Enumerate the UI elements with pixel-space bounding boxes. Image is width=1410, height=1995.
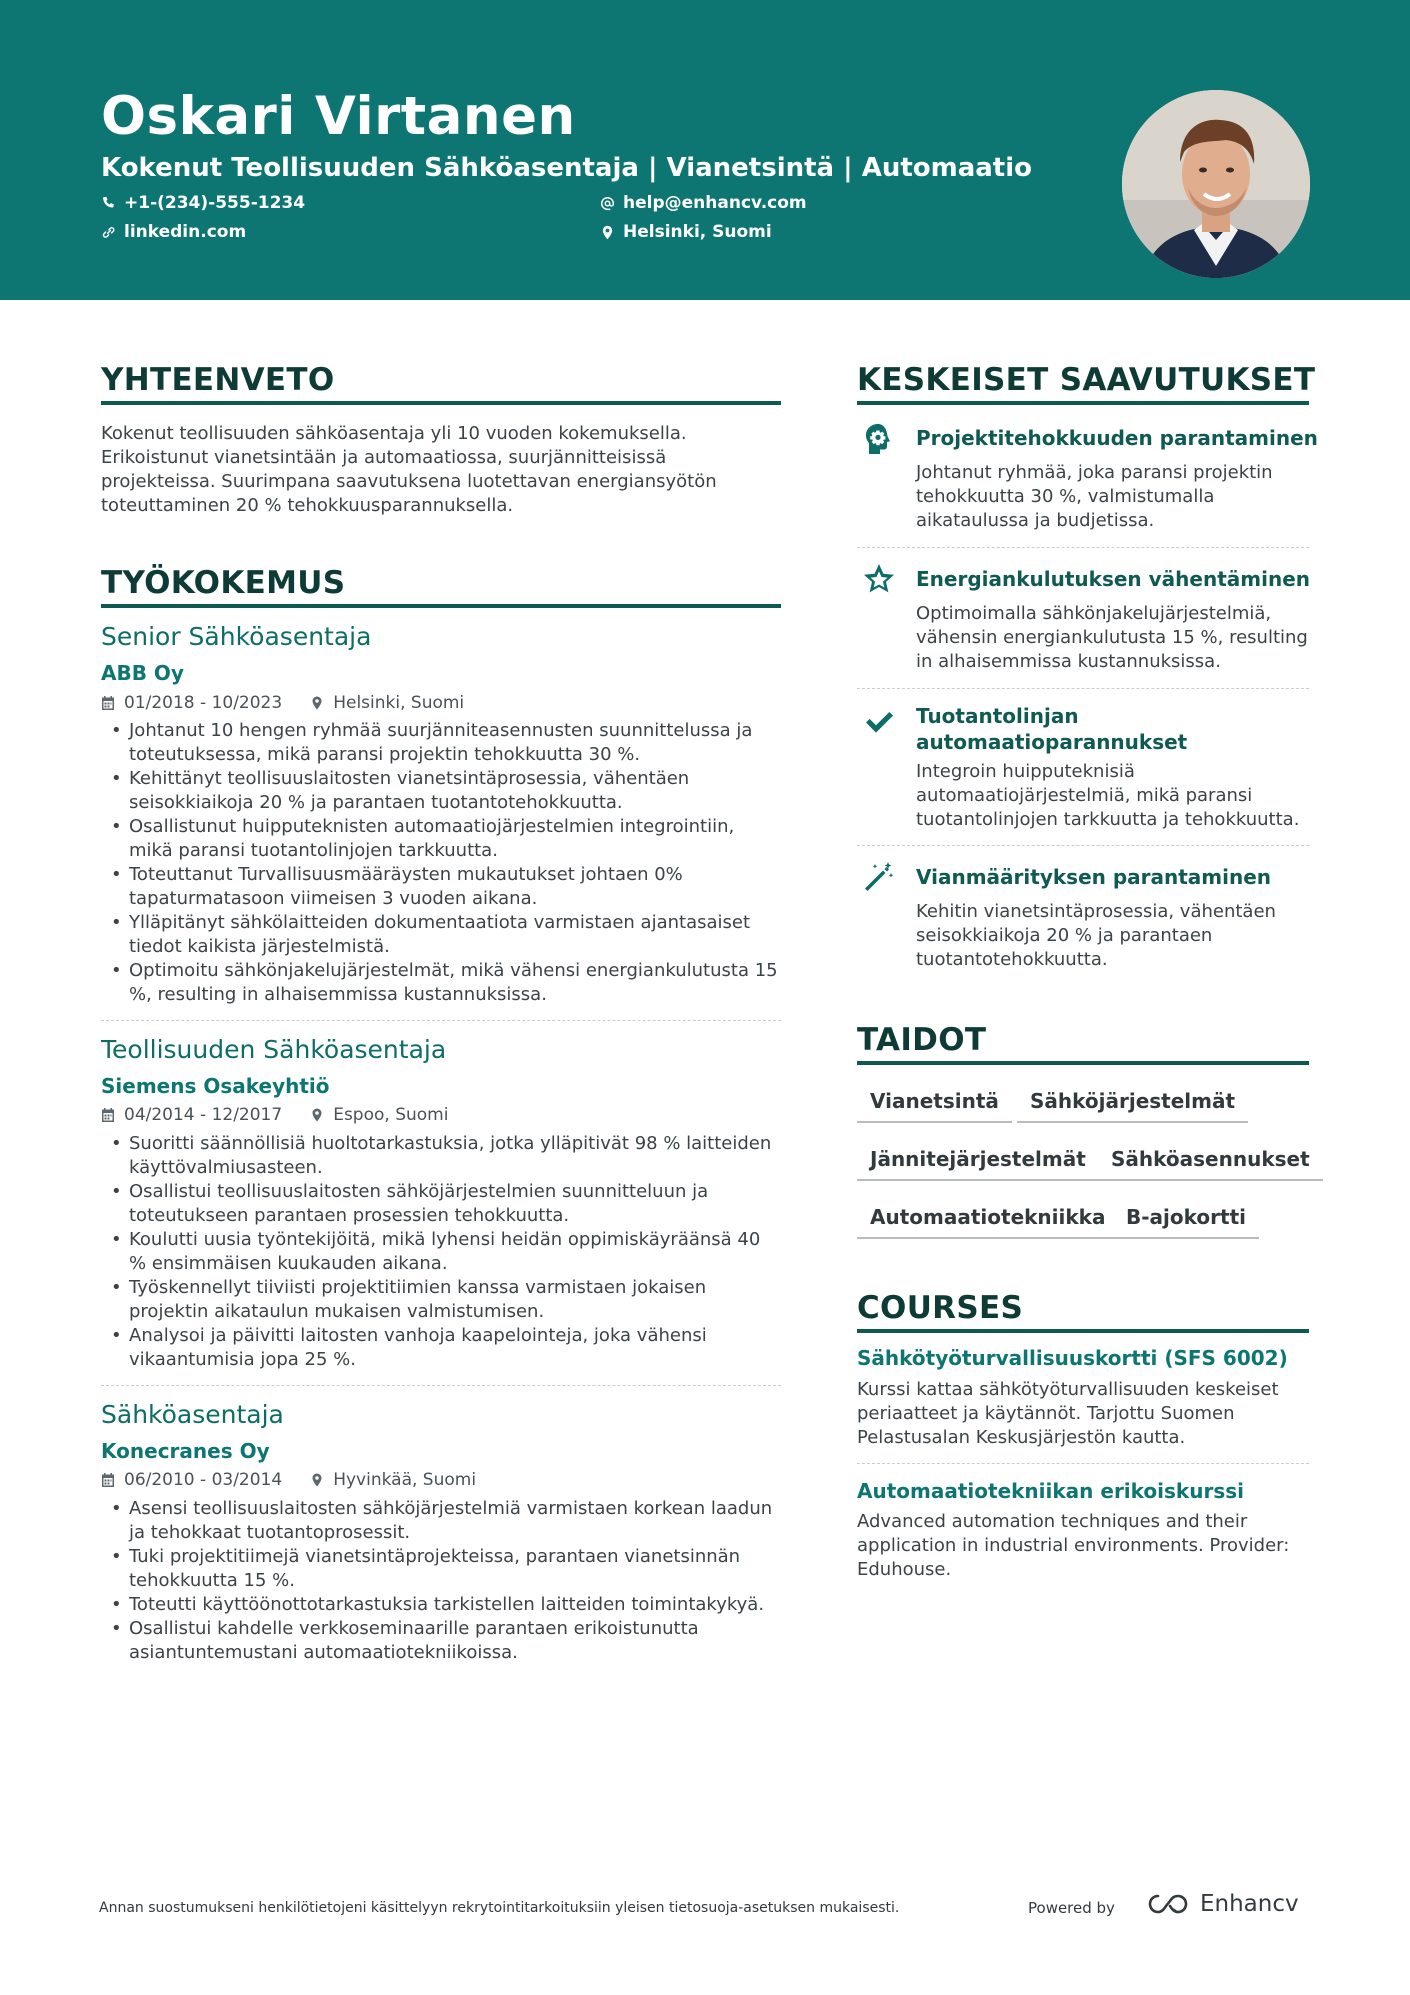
list-item: • Suoritti säännöllisiä huoltotarkastuksia, jotka ylläpitivät 98 % laitteiden käyttövalmiusasteen. (101, 1132, 791, 1180)
achievements-rule (857, 401, 1309, 405)
phone-contact[interactable] (101, 193, 305, 213)
headline: Kokenut Teollisuuden Sähköasentaja | Vianetsintä | Automaatio (101, 153, 1032, 183)
achievement-title: Vianmäärityksen parantaminen (916, 865, 1272, 889)
list-item: • Työskennellyt tiiviisti projektitiimien kanssa varmistaen jokaisen projektin aikataulun mukaisen valmistumisen. (101, 1276, 791, 1324)
link-icon (101, 225, 116, 240)
list-item: • Toteutti käyttöönottotarkastuksia tarkistellen laitteiden toimintakykyä. (101, 1593, 791, 1617)
list-item: • Tuki projektitiimejä vianetsintäprojekteissa, parantaen vianetsinnän tehokkuutta 15 %. (101, 1545, 791, 1593)
company-name: ABB Oy (101, 661, 184, 685)
star-icon (862, 562, 896, 596)
brand-name: Enhancv (1200, 1891, 1299, 1917)
linkedin-text: linkedin.com (124, 222, 247, 242)
achievement-description: Optimoimalla sähkönjakelujärjestelmiä, vähensin energiankulutusta 15 %, resulting in alhaisemmissa kustannuksissa. (916, 603, 1308, 672)
job-meta (101, 693, 464, 713)
list-item: • Ylläpitänyt sähkölaitteiden dokumentaatiota varmistaen ajantasaiset tiedot kaikista järjestelmistä. (101, 911, 791, 959)
divider (101, 1385, 781, 1386)
divider (857, 547, 1309, 548)
divider (857, 1463, 1309, 1464)
list-item: • Koulutti uusia työntekijöitä, mikä lyhensi heidän oppimiskäyräänsä 40 % ensimmäisen kuukauden aikana. (101, 1228, 791, 1276)
divider (857, 688, 1309, 689)
powered-by-label: Powered by (1028, 1899, 1115, 1917)
phone-icon (101, 196, 116, 211)
summary-line: Kokenut teollisuuden sähköasentaja yli 10 vuoden kokemuksella. (101, 423, 687, 444)
enhancv-logo[interactable] (1146, 1891, 1299, 1917)
linkedin-contact[interactable] (101, 222, 246, 242)
job-dates: 01/2018 - 10/2023 (124, 693, 283, 713)
checkmark-icon (862, 705, 896, 739)
job-location: Hyvinkää, Suomi (333, 1470, 477, 1490)
job-bullets (101, 1132, 791, 1372)
experience-heading: TYÖKOKEMUS (101, 565, 346, 601)
summary-text (101, 422, 791, 518)
enhancv-logo-icon (1146, 1892, 1194, 1916)
job-dates: 06/2010 - 03/2014 (124, 1470, 283, 1490)
location-contact (600, 222, 772, 242)
email-text: help@enhancv.com (623, 193, 807, 213)
skills-rule (857, 1061, 1309, 1065)
list-item: • Asensi teollisuuslaitosten sähköjärjestelmiä varmistaen korkean laadun ja tehokkaat tuotantoprosessit. (101, 1497, 791, 1545)
course-title: Sähkötyöturvallisuuskortti (SFS 6002) (857, 1346, 1288, 1370)
job-title: Teollisuuden Sähköasentaja (101, 1035, 447, 1064)
job-title: Sähköasentaja (101, 1400, 284, 1429)
list-item: • Osallistunut huipputeknisten automaatiojärjestelmien integrointiin, mikä paransi tuotantolinjojen tarkkuutta. (101, 815, 791, 863)
list-item: • Analysoi ja päivitti laitosten vanhoja kaapelointeja, joka vähensi vikaantumisia jopa 25 %. (101, 1324, 791, 1372)
divider (101, 1020, 781, 1021)
job-meta (101, 1470, 476, 1490)
candidate-name: Oskari Virtanen (101, 86, 576, 147)
achievement-description: Integroin huipputeknisiä automaatiojärjestelmiä, mikä paransi tuotantolinjojen tarkkuutta ja tehokkuutta. (916, 761, 1300, 830)
job-location: Helsinki, Suomi (333, 693, 465, 713)
calendar-icon (101, 1108, 115, 1122)
course-description: Kurssi kattaa sähkötyöturvallisuuden keskeiset periaatteet ja käytännöt. Tarjottu Suomen Pelastusalan Keskusjärjestön kautta. (857, 1379, 1279, 1448)
list-item: • Optimoitu sähkönjakelujärjestelmät, mikä vähensi energiankulutusta 15 %, resulting in alhaisemmissa kustannuksissa. (101, 959, 791, 1007)
job-dates: 04/2014 - 12/2017 (124, 1105, 283, 1125)
summary-rule (101, 401, 781, 405)
job-bullets (101, 719, 791, 1007)
summary-heading: YHTEENVETO (101, 362, 335, 398)
list-item: • Osallistui teollisuuslaitosten sähköjärjestelmien suunnitteluun ja toteutukseen parantaen prosessien tehokkuutta. (101, 1180, 791, 1228)
location-text: Helsinki, Suomi (623, 222, 772, 242)
map-pin-icon (310, 1473, 324, 1487)
achievement-description: Kehitin vianetsintäprosessia, vähentäen seisokkiaikoja 20 % ja parantaen tuotantotehokkuutta. (916, 901, 1276, 970)
company-name: Konecranes Oy (101, 1439, 270, 1463)
list-item: • Kehittänyt teollisuuslaitosten vianetsintäprosessia, vähentäen seisokkiaikoja 20 % ja parantaen tuotantotehokkuutta. (101, 767, 791, 815)
skill-tag: Automaatiotekniikka (857, 1199, 1118, 1239)
job-meta (101, 1105, 448, 1125)
header-banner (0, 0, 1410, 300)
job-bullets (101, 1497, 791, 1665)
summary-line: Erikoistunut vianetsintään ja automaatiossa, suurjännitteisissä (101, 447, 667, 468)
skill-tag: Sähköjärjestelmät (1017, 1083, 1248, 1123)
summary-line: projekteissa. Suurimpana saavutuksena luotettavan energiansyötön (101, 471, 717, 492)
job-title: Senior Sähköasentaja (101, 622, 372, 651)
courses-rule (857, 1329, 1309, 1333)
gdpr-consent-note: Annan suostumukseni henkilötietojeni käsittelyyn rekrytointitarkoituksiin yleisen tietosuoja-asetuksen mukaisesti. (99, 1900, 900, 1916)
achievement-title: Projektitehokkuuden parantaminen (916, 426, 1318, 450)
email-contact[interactable] (600, 193, 807, 213)
achievement-description: Johtanut ryhmää, joka paransi projektin tehokkuutta 30 %, valmistumalla aikataulussa ja budjetissa. (916, 462, 1273, 531)
skill-tag: B-ajokortti (1113, 1199, 1259, 1239)
job-location: Espoo, Suomi (333, 1105, 449, 1125)
list-item: • Toteuttanut Turvallisuusmääräysten mukautukset johtaen 0% tapaturmatasoon viimeisen 3 vuoden aikana. (101, 863, 791, 911)
achievement-title: Energiankulutuksen vähentäminen (916, 567, 1311, 591)
skills-heading: TAIDOT (857, 1022, 987, 1058)
divider (857, 845, 1309, 846)
course-title: Automaatiotekniikan erikoiskurssi (857, 1479, 1244, 1503)
courses-heading: COURSES (857, 1290, 1024, 1326)
summary-line: toteuttaminen 20 % tehokkuusparannuksella. (101, 495, 514, 516)
map-pin-icon (310, 696, 324, 710)
course-description: Advanced automation techniques and their application in industrial environments. Provider: Eduhouse. (857, 1511, 1290, 1580)
head-brain-icon (862, 422, 896, 456)
achievement-title: Tuotantolinjan automaatioparannukset (916, 704, 1188, 754)
calendar-icon (101, 1473, 115, 1487)
at-icon (600, 196, 615, 211)
map-pin-icon (600, 225, 615, 240)
skill-tag: Vianetsintä (857, 1083, 1012, 1123)
company-name: Siemens Osakeyhtiö (101, 1074, 330, 1098)
profile-photo (1122, 90, 1310, 278)
magic-wand-icon (862, 860, 896, 894)
experience-rule (101, 604, 781, 608)
skill-tag: Sähköasennukset (1098, 1141, 1323, 1181)
map-pin-icon (310, 1108, 324, 1122)
skill-tag: Jännitejärjestelmät (857, 1141, 1099, 1181)
list-item: • Osallistui kahdelle verkkoseminaarille parantaen erikoistunutta asiantuntemustani automaatiotekniikoissa. (101, 1617, 791, 1665)
achievements-heading: KESKEISET SAAVUTUKSET (857, 362, 1316, 398)
calendar-icon (101, 696, 115, 710)
phone-text: +1-(234)-555-1234 (124, 193, 306, 213)
list-item: • Johtanut 10 hengen ryhmää suurjänniteasennusten suunnittelussa ja toteutuksessa, mikä paransi projektin tehokkuutta 30 %. (101, 719, 791, 767)
